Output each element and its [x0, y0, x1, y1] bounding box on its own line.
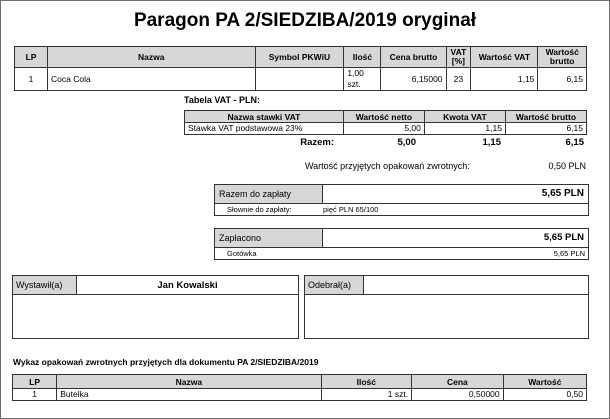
- packaging-header-qty: Ilość: [321, 375, 412, 389]
- issuer-header: [13, 276, 298, 295]
- packaging-caption: Wykaz opakowań zwrotnych przyjętych dla dokumentu PA 2/SIEDZIBA/2019: [13, 357, 319, 367]
- amount-in-words-row: [214, 203, 589, 216]
- paid-label-cell: [215, 229, 323, 247]
- items-header-name: Nazwa: [48, 47, 256, 68]
- packaging-header-price: Cena: [412, 375, 504, 389]
- packaging-price: 0,50000: [412, 389, 504, 401]
- items-header-pkwiu: Symbol PKWiU: [255, 47, 344, 68]
- to-pay-label: Razem do zapłaty: [219, 189, 292, 199]
- packaging-header-lp: LP: [13, 375, 57, 389]
- vat-table-caption: Tabela VAT - PLN:: [184, 95, 261, 105]
- vat-total-amount: 1,15: [482, 137, 501, 148]
- packaging-lp: 1: [13, 389, 57, 401]
- packaging-table: [12, 374, 587, 401]
- to-pay-value: 5,65 PLN: [541, 188, 584, 199]
- to-pay-label-cell: [215, 185, 323, 203]
- vat-rate-amount: 1,15: [424, 123, 505, 135]
- payment-method: Gotówka: [227, 249, 257, 258]
- amount-in-words: pięć PLN 65/100: [323, 205, 379, 214]
- item-pkwiu: [255, 68, 344, 91]
- table-row: [15, 68, 587, 91]
- payment-method-value: 5,65 PLN: [553, 249, 585, 258]
- item-price: 6,15000: [381, 68, 446, 91]
- issuer-label-cell: [13, 276, 77, 294]
- items-header-vat: VAT [%]: [446, 47, 471, 68]
- vat-rate-name: Stawka VAT podstawowa 23%: [185, 123, 344, 135]
- issuer-label: Wystawił(a): [16, 280, 63, 290]
- vat-rate-net: 5,00: [343, 123, 424, 135]
- items-header-vat-value: Wartość VAT: [471, 47, 538, 68]
- packaging-value: 0,50: [503, 389, 586, 401]
- table-row: [13, 389, 587, 401]
- packaging-name: Butelka: [57, 389, 321, 401]
- paid-box: [214, 228, 589, 248]
- item-lp: 1: [15, 68, 48, 91]
- items-header-gross: Wartość brutto: [538, 47, 587, 68]
- items-table: [14, 46, 587, 91]
- paid-value: 5,65 PLN: [543, 232, 584, 243]
- issuer-name: Jan Kowalski: [157, 280, 218, 291]
- document-title: Paragon PA 2/SIEDZIBA/2019 oryginał: [133, 10, 477, 31]
- item-name: Coca Cola: [48, 68, 256, 91]
- vat-total-label: Razem:: [300, 137, 334, 148]
- receiver-label-cell: [305, 276, 364, 294]
- item-qty: 1,00 szt.: [344, 68, 381, 91]
- item-vat-rate: 23: [446, 68, 471, 91]
- vat-table: [184, 110, 587, 135]
- receiver-box: [304, 275, 589, 339]
- packaging-header-value: Wartość: [503, 375, 586, 389]
- receiver-label: Odebrał(a): [308, 280, 352, 290]
- items-header-lp: LP: [15, 47, 48, 68]
- vat-header-name: Nazwa stawki VAT: [185, 111, 344, 123]
- packaging-qty: 1 szt.: [321, 389, 412, 401]
- items-header-price: Cena brutto: [381, 47, 446, 68]
- vat-header-net: Wartość netto: [343, 111, 424, 123]
- vat-total-gross: 6,15: [565, 137, 584, 148]
- returnable-value: 0,50 PLN: [548, 161, 586, 171]
- vat-header-row: [185, 111, 587, 123]
- packaging-header-row: [13, 375, 587, 389]
- table-row: [185, 123, 587, 135]
- item-vat-value: 1,15: [471, 68, 538, 91]
- amount-in-words-label: Słownie do zapłaty:: [227, 205, 292, 214]
- paid-label: Zapłacono: [219, 233, 262, 243]
- items-header-qty: Ilość: [344, 47, 381, 68]
- vat-header-gross: Wartość brutto: [505, 111, 586, 123]
- returnable-label: Wartość przyjętych opakowań zwrotnych:: [305, 161, 470, 171]
- issuer-box: [12, 275, 299, 339]
- packaging-header-name: Nazwa: [57, 375, 321, 389]
- payment-method-row: [214, 247, 589, 260]
- vat-total-net: 5,00: [397, 137, 416, 148]
- item-gross: 6,15: [538, 68, 587, 91]
- receiver-header: [305, 276, 588, 295]
- vat-header-amount: Kwota VAT: [424, 111, 505, 123]
- vat-rate-gross: 6,15: [505, 123, 586, 135]
- to-pay-box: [214, 184, 589, 204]
- items-header-row: [15, 47, 587, 68]
